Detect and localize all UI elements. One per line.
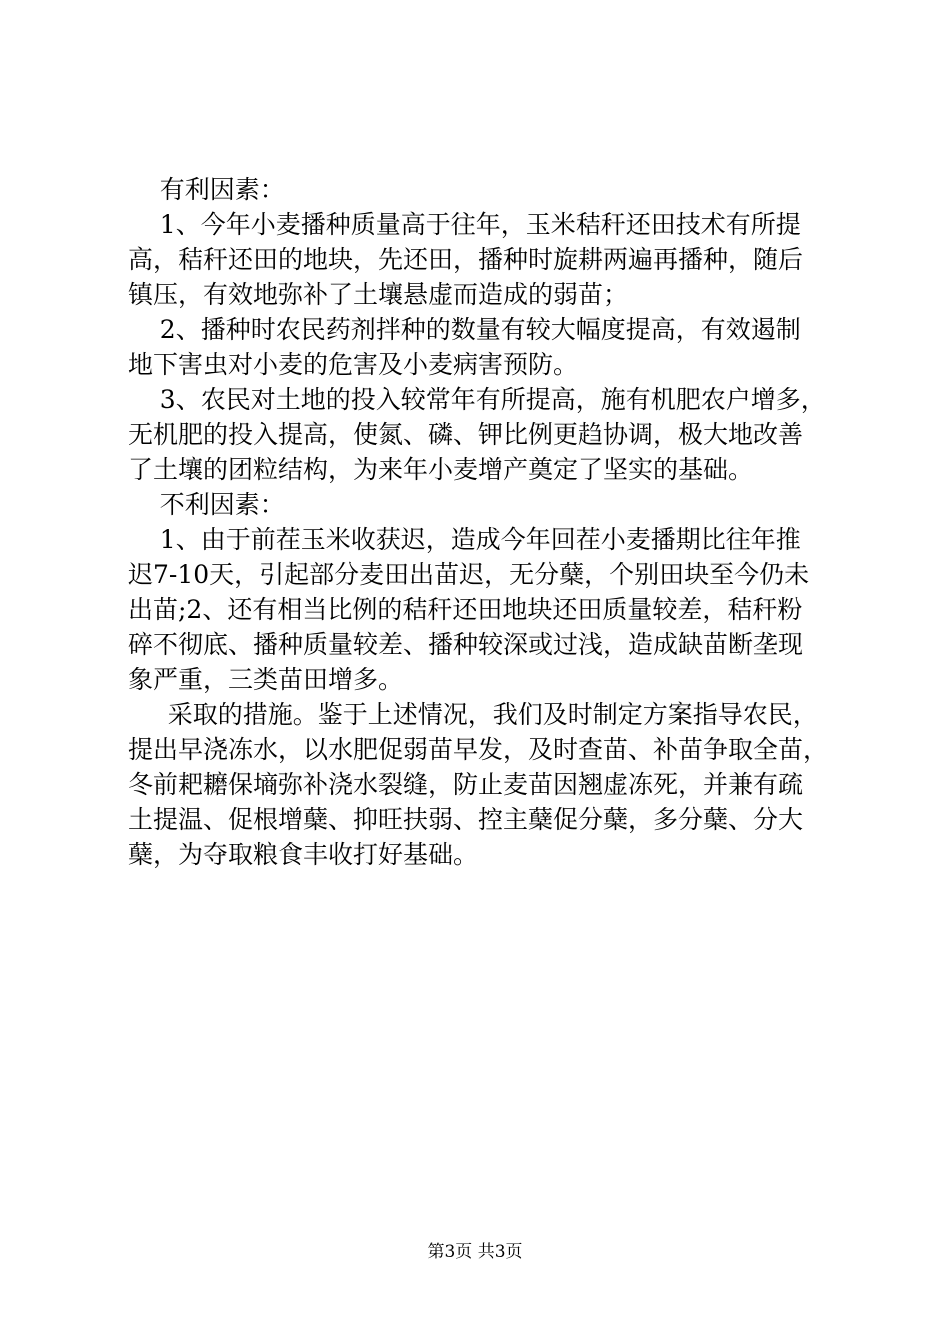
body-line: 1、今年小麦播种质量高于往年，玉米秸秆还田技术有所提 (128, 210, 801, 239)
body-line: 镇压，有效地弥补了土壤悬虚而造成的弱苗； (128, 280, 629, 309)
body-line: 1、由于前茬玉米收获迟，造成今年回茬小麦播期比往年推 (128, 525, 801, 554)
body-line: 冬前耙耱保墒弥补浇水裂缝，防止麦苗因翘虚冻死，并兼有疏 (128, 770, 804, 799)
body-line: 蘖，为夺取粮食丰收打好基础。 (128, 840, 479, 869)
document-body (128, 172, 828, 872)
body-line: 无机肥的投入提高，使氮、磷、钾比例更趋协调，极大地改善 (128, 420, 804, 449)
body-line: 2、播种时农民药剂拌种的数量有较大幅度提高，有效遏制 (128, 315, 801, 344)
body-line: 3、农民对土地的投入较常年有所提高，施有机肥农户增多， (128, 385, 826, 414)
body-line: 了土壤的团粒结构，为来年小麦增产奠定了坚实的基础。 (128, 455, 754, 484)
page-footer (0, 1240, 950, 1264)
body-line: 有利因素： (128, 175, 285, 204)
body-line: 土提温、促根增蘖、抑旺扶弱、控主蘖促分蘖，多分蘖、分大 (128, 805, 804, 834)
body-line: 象严重，三类苗田增多。 (128, 665, 404, 694)
body-line: 出苗;2、还有相当比例的秸秆还田地块还田质量较差，秸秆粉 (128, 595, 803, 624)
body-line: 采取的措施。鉴于上述情况，我们及时制定方案指导农民， (128, 700, 818, 729)
body-line: 提出早浇冻水，以水肥促弱苗早发，及时查苗、补苗争取全苗， (128, 735, 829, 764)
body-line: 迟7-10天，引起部分麦田出苗迟，无分蘖，个别田块至今仍未 (128, 560, 810, 589)
body-line: 不利因素： (128, 490, 285, 519)
page-number: 第3页 共3页 (427, 1242, 523, 1262)
body-line: 碎不彻底、播种质量较差、播种较深或过浅，造成缺苗断垄现 (128, 630, 804, 659)
body-line: 地下害虫对小麦的危害及小麦病害预防。 (128, 350, 579, 379)
body-line: 高，秸秆还田的地块，先还田，播种时旋耕两遍再播种，随后 (128, 245, 804, 274)
